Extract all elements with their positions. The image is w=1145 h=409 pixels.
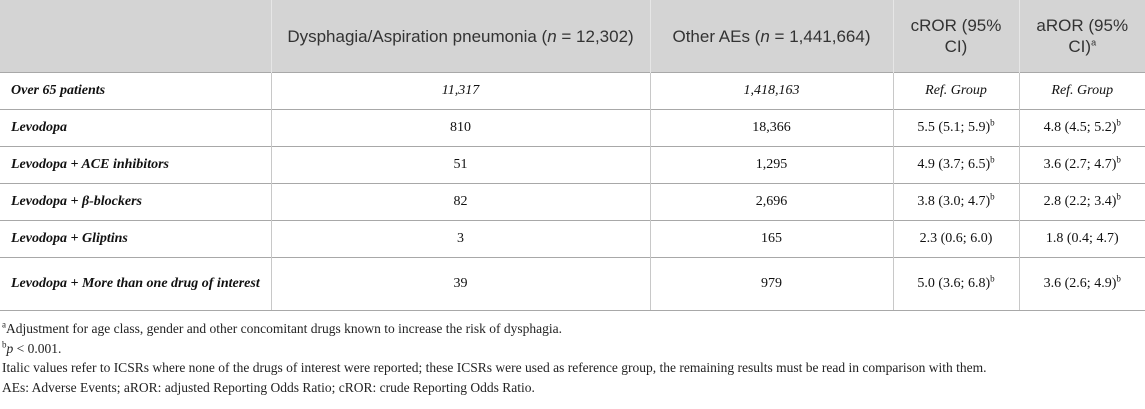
row-label: Levodopa + ACE inhibitors — [0, 147, 271, 184]
table-row — [0, 73, 1145, 110]
cell-cror: 5.5 (5.1; 5.9)$^b$ — [893, 110, 1019, 147]
cell-other: 979 — [650, 258, 893, 311]
cell-cror: 4.9 (3.7; 6.5)$^b$ — [893, 147, 1019, 184]
header-empty — [0, 0, 271, 73]
table-row — [0, 258, 1145, 311]
cell-other: 2,696 — [650, 184, 893, 221]
header-row — [0, 0, 1145, 73]
table-footnotes — [0, 319, 1145, 397]
header-dysphagia: Dysphagia/Aspiration pneumonia (n = 12,302) — [271, 0, 650, 73]
cell-other: 165 — [650, 221, 893, 258]
cell-aror: 4.8 (4.5; 5.2)$^b$ — [1019, 110, 1145, 147]
footnote-abbreviations: AEs: Adverse Events; aROR: adjusted Reporting Odds Ratio; cROR: crude Reporting Odds Ratio. — [2, 379, 535, 395]
row-label: Levodopa + β-blockers — [0, 184, 271, 221]
row-label: Levodopa + Gliptins — [0, 221, 271, 258]
table-row — [0, 184, 1145, 221]
table-row — [0, 221, 1145, 258]
cell-other: 1,418,163 — [650, 73, 893, 110]
footnote-a: $^a$Adjustment for age class, gender and other concomitant drugs known to increase the risk of dysphagia. — [2, 319, 562, 336]
cell-other: 1,295 — [650, 147, 893, 184]
row-label: Levodopa + More than one drug of interest — [0, 258, 271, 311]
row-label: Over 65 patients — [0, 73, 271, 110]
cell-dysphagia: 3 — [271, 221, 650, 258]
cell-aror: Ref. Group — [1019, 73, 1145, 110]
header-aror: aROR (95% CI)$^a$ — [1019, 0, 1145, 73]
table-row — [0, 147, 1145, 184]
row-label: Levodopa — [0, 110, 271, 147]
footnote-b: $^b$p < 0.001. — [2, 339, 62, 356]
cell-aror: 3.6 (2.7; 4.7)$^b$ — [1019, 147, 1145, 184]
cell-cror: 3.8 (3.0; 4.7)$^b$ — [893, 184, 1019, 221]
cell-aror: 1.8 (0.4; 4.7) — [1019, 221, 1145, 258]
cell-aror: 3.6 (2.6; 4.9)$^b$ — [1019, 258, 1145, 311]
cell-dysphagia: 810 — [271, 110, 650, 147]
cell-cror: 2.3 (0.6; 6.0) — [893, 221, 1019, 258]
cell-dysphagia: 39 — [271, 258, 650, 311]
header-other-aes: Other AEs (n = 1,441,664) — [650, 0, 893, 73]
cell-dysphagia: 51 — [271, 147, 650, 184]
cell-aror: 2.8 (2.2; 3.4)$^b$ — [1019, 184, 1145, 221]
cell-dysphagia: 11,317 — [271, 73, 650, 110]
header-cror: cROR (95% CI) — [893, 0, 1019, 73]
footnote-italic: Italic values refer to ICSRs where none of the drugs of interest were reported; these ICSRs were used as reference group, the remaining results must be read in comparison with them. — [2, 360, 987, 375]
cell-other: 18,366 — [650, 110, 893, 147]
cell-cror: 5.0 (3.6; 6.8)$^b$ — [893, 258, 1019, 311]
table-row — [0, 110, 1145, 147]
cell-cror: Ref. Group — [893, 73, 1019, 110]
cell-dysphagia: 82 — [271, 184, 650, 221]
